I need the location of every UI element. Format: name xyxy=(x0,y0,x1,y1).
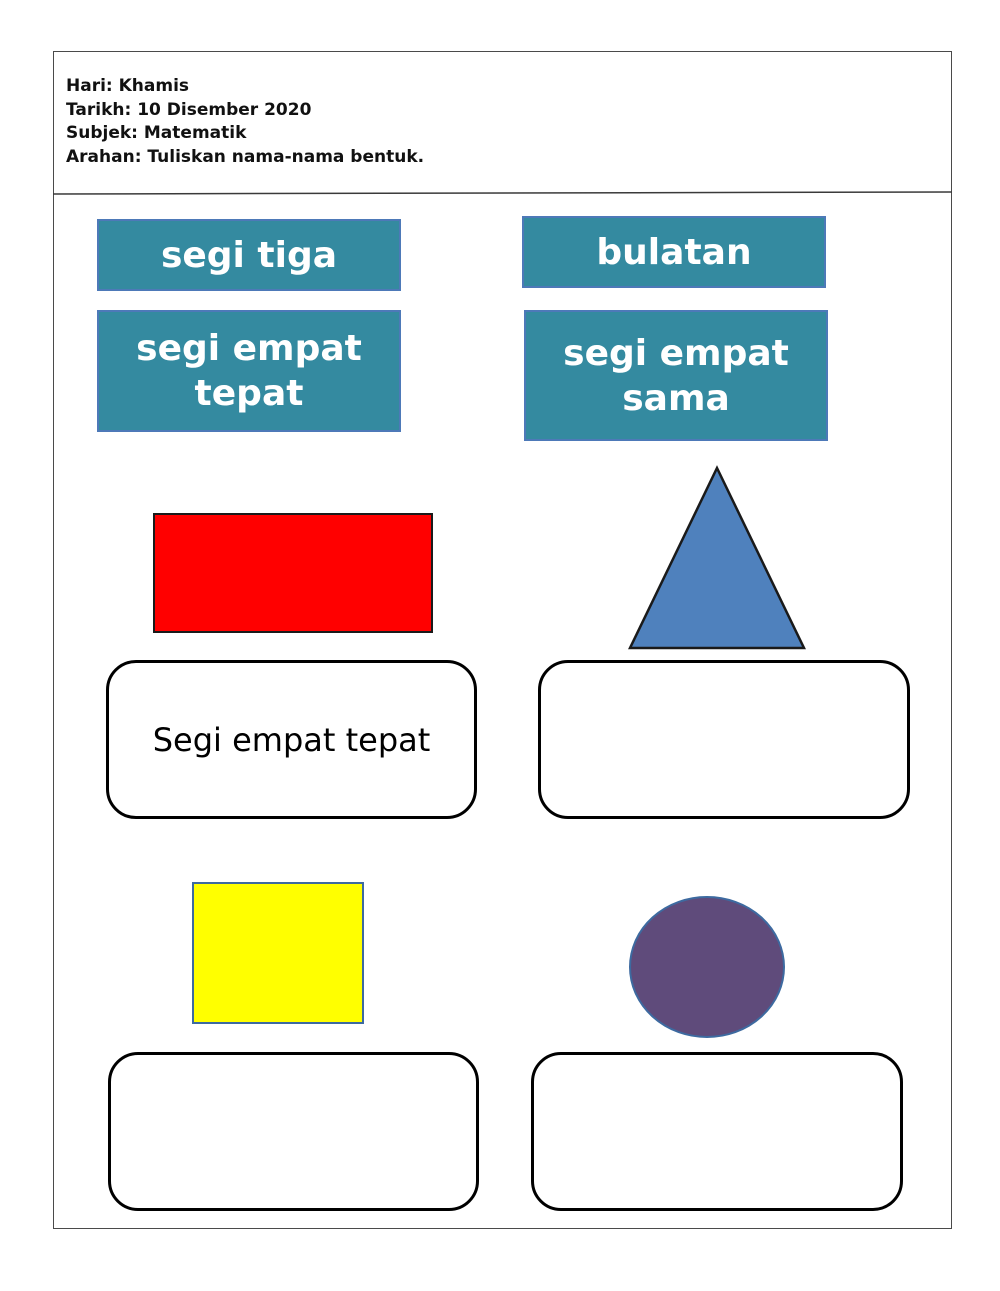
purple-circle-shape xyxy=(626,893,788,1041)
word-card-label-line2: sama xyxy=(622,377,730,419)
answer-box-square[interactable] xyxy=(108,1052,479,1211)
word-card-label-line2: tepat xyxy=(194,373,304,414)
word-card-segi-tiga[interactable] xyxy=(97,219,401,291)
worksheet-header xyxy=(66,75,424,169)
answer-box-circle[interactable] xyxy=(531,1052,903,1211)
answer-box-rectangle[interactable] xyxy=(106,660,477,819)
answer-box-triangle[interactable] xyxy=(538,660,910,819)
blue-triangle-shape xyxy=(626,464,808,652)
word-card-label-line1: segi empat xyxy=(563,332,789,374)
day-line: Hari: Khamis xyxy=(66,76,190,96)
word-card-label: bulatan xyxy=(596,231,752,273)
subject-line: Subjek: Matematik xyxy=(66,123,247,143)
answer-text: Segi empat tepat xyxy=(152,720,431,759)
red-rectangle-shape xyxy=(153,513,433,633)
instruction-line: Arahan: Tuliskan nama-nama bentuk. xyxy=(66,146,425,167)
word-card-label: segi tiga xyxy=(160,234,338,276)
header-divider xyxy=(53,191,952,195)
word-card-bulatan[interactable] xyxy=(522,216,826,288)
word-card-segi-empat-sama[interactable] xyxy=(524,310,828,441)
yellow-square-shape xyxy=(192,882,364,1024)
date-line: Tarikh: 10 Disember 2020 xyxy=(66,99,312,120)
word-card-segi-empat-tepat[interactable] xyxy=(97,310,401,432)
word-card-label-line1: segi empat xyxy=(136,328,362,369)
